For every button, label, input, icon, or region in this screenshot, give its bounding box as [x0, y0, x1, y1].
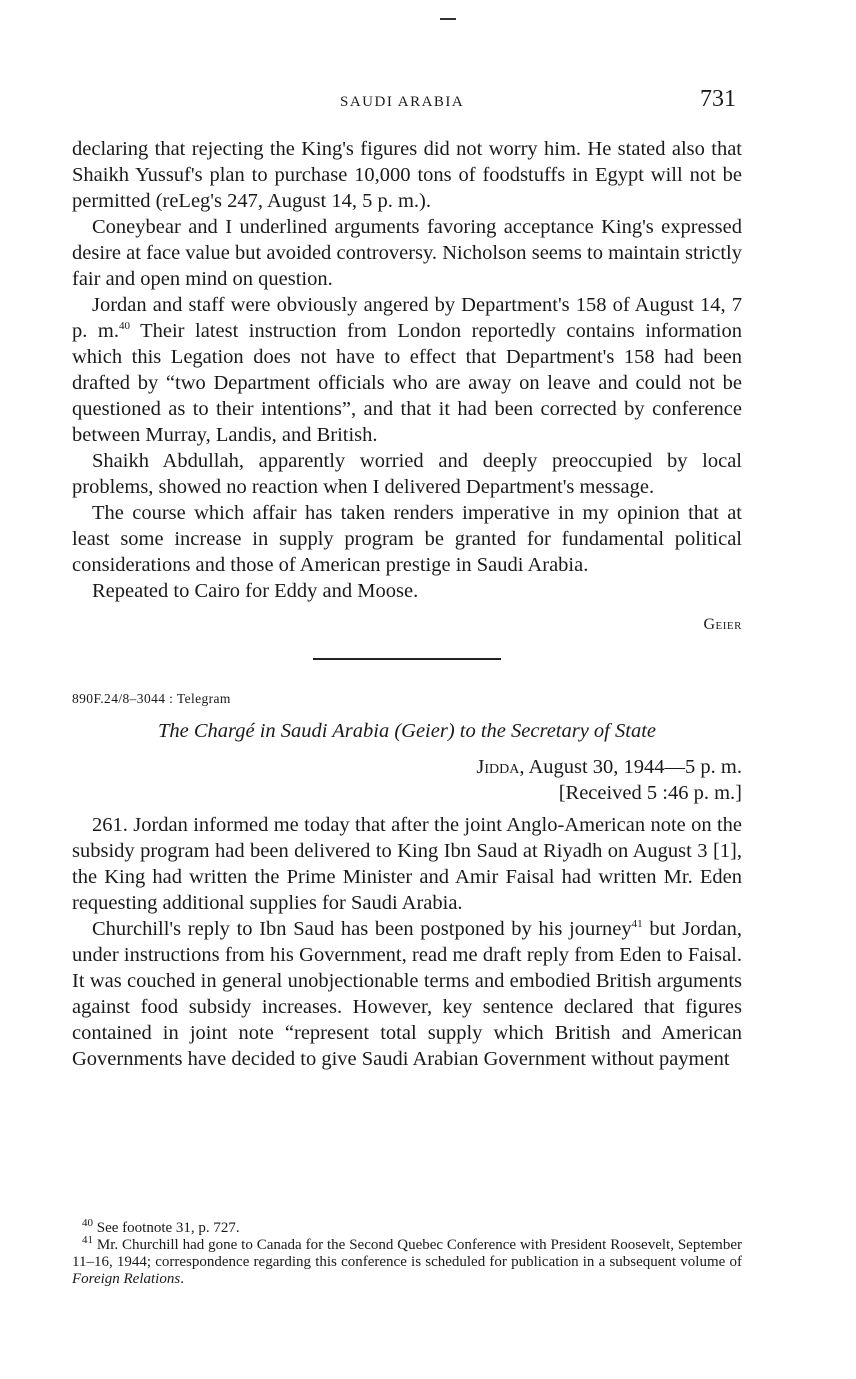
footnote-text: Mr. Churchill had gone to Canada for the Second Quebec Conference with President Roosevelt, September 11–16, 1944; correspondence regarding this conference is scheduled for publication in a subsequent volume of [72, 1237, 742, 1270]
paragraph: Shaikh Abdullah, apparently worried and deeply preoccupied by local problems, showed no reaction when I delivered Department's message. [72, 450, 742, 498]
paragraph-text: Their latest instruction from London reportedly contains information which this Legation does not have to effect that Department's 158 had been drafted by “two Department officials who are away on leave and could not be questioned as to their intentions”, and that it had been corrected by conference between Murray, Landis, and British. [72, 320, 743, 446]
footnote-41 [72, 1234, 742, 1288]
footnote-mark: 40 [82, 1217, 93, 1229]
section-divider [313, 658, 501, 660]
footnote-reference[interactable]: 41 [631, 918, 643, 931]
file-reference: 890F.24/8–3044 : Telegram [72, 691, 231, 706]
footnote-mark: 41 [82, 1234, 93, 1246]
signature: Geier [703, 616, 742, 633]
paragraph [72, 916, 742, 1072]
paragraph: Repeated to Cairo for Eddy and Moose. [92, 580, 419, 602]
paragraph: The course which affair has taken renders imperative in my opinion that at least some increase in supply program be granted for fundamental political considerations and those of American prestige in Saudi Arabia. [72, 502, 742, 576]
dateline-date: , August 30, 1944—5 p. m. [519, 756, 742, 778]
footnote-text-end: . [180, 1271, 184, 1287]
dateline-place: Jidda [476, 756, 520, 778]
page-body [72, 136, 742, 1072]
footnote-40 [72, 1217, 742, 1237]
footnote-text: See footnote 31, p. 727. [93, 1220, 240, 1236]
paragraph-text: but Jordan, under instructions from his Government, read me draft reply from Eden to Faisal. It was couched in general unobjectionable terms and embodied British arguments against food subsidy increases. However, key sentence declared that figures contained in joint note “represent total supply which British and American Governments have decided to give Saudi Arabian Government without payment [72, 918, 742, 1070]
footnote-reference[interactable]: 40 [118, 320, 130, 333]
paragraph: 261. Jordan informed me today that after the joint Anglo-American note on the subsidy program had been delivered to King Ibn Saud at Riyadh on August 3 [1], the King had written the Prime Minister and Amir Faisal had written Mr. Eden requesting additional supplies for Saudi Arabia. [72, 814, 742, 914]
paragraph-text: Churchill's reply to Ibn Saud has been postponed by his journey [92, 918, 632, 940]
document-title: The Chargé in Saudi Arabia (Geier) to the Secretary of State [158, 720, 656, 742]
running-head: SAUDI ARABIA [340, 94, 465, 110]
footnotes [72, 1217, 742, 1288]
paragraph: Coneybear and I underlined arguments favoring acceptance King's expressed desire at face value but avoided controversy. Nicholson seems to maintain strictly fair and open mind on question. [72, 216, 742, 290]
received-time: [Received 5 :46 p. m.] [558, 782, 742, 804]
paragraph-continued: declaring that rejecting the King's figures did not worry him. He stated also that Shaikh Yussuf's plan to purchase 10,000 tons of foodstuffs in Egypt will not be permitted (reLeg's 247, August 14, 5 p. m.). [72, 138, 742, 212]
paragraph [72, 292, 742, 448]
top-dash-mark [440, 18, 456, 20]
paragraph-text: Jordan and staff were obviously angered by Department's 158 of August 14, 7 p. m. [72, 294, 742, 342]
page-number: 731 [700, 86, 736, 112]
footnote-publication-title: Foreign Relations [72, 1271, 181, 1287]
dateline [72, 754, 742, 780]
